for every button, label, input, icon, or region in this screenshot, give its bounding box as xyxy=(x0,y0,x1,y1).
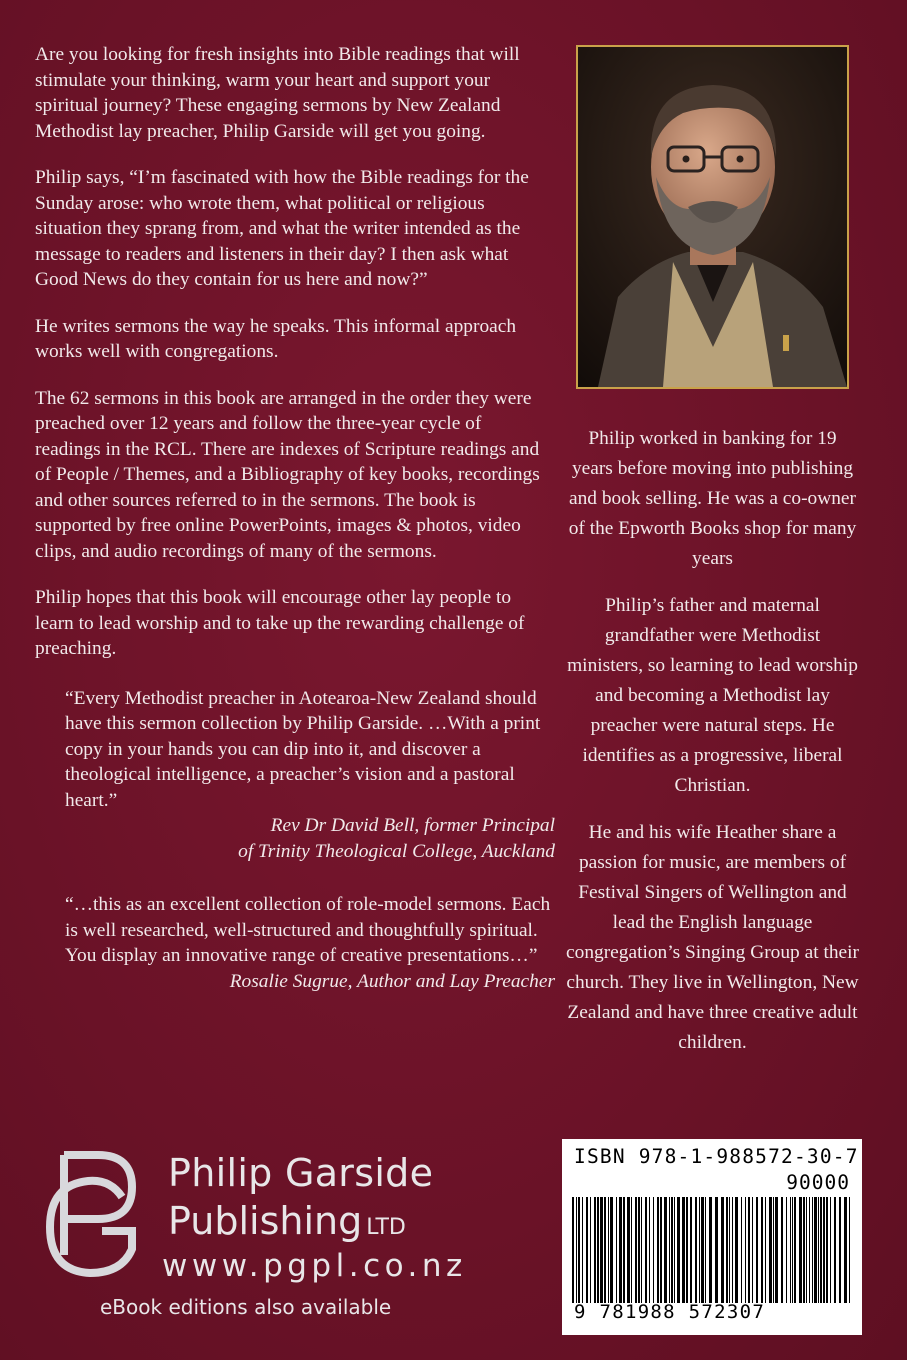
barcode-bar xyxy=(690,1197,692,1303)
pg-monogram-icon xyxy=(40,1145,160,1280)
barcode-bar xyxy=(695,1197,697,1303)
barcode-bar xyxy=(623,1197,625,1303)
barcode-bar xyxy=(823,1197,825,1303)
barcode-bar xyxy=(799,1197,802,1303)
author-photo xyxy=(576,45,849,389)
barcode-bar xyxy=(631,1197,632,1303)
barcode-bar xyxy=(756,1197,758,1303)
isbn-barcode xyxy=(562,1139,862,1335)
barcode-bar xyxy=(803,1197,805,1303)
barcode-bar xyxy=(715,1197,718,1303)
barcode-bar xyxy=(653,1197,654,1303)
barcode-bar xyxy=(830,1197,831,1303)
barcode-bar xyxy=(582,1197,583,1303)
publisher-logo xyxy=(40,1145,540,1345)
barcode-bar xyxy=(809,1197,810,1303)
barcode-bars xyxy=(570,1197,854,1303)
blurb-paragraph: Are you looking for fresh insights into Bible readings that will stimulate your thinking, warm your heart and support your spiritual journey? These engaging sermons by New Zealand Methodist lay preacher, Philip Garside will get you going. xyxy=(35,44,520,142)
barcode-bar xyxy=(641,1197,642,1303)
author-bio xyxy=(566,424,859,1075)
endorsement-quote xyxy=(65,892,555,994)
barcode-bar xyxy=(769,1197,772,1303)
price-code: 90000 xyxy=(786,1171,850,1194)
barcode-bar xyxy=(638,1197,640,1303)
barcode-bar xyxy=(645,1197,647,1303)
barcode-bar xyxy=(674,1197,675,1303)
blurb-paragraph: Philip says, “I’m fascinated with how the Bible readings for the Sunday arose: who wrote them, what political or religious situation they sprang from, and what the writer intended as the message to readers and listeners in their day? I then ask what Good News do they contain for us here and now?” xyxy=(35,167,529,290)
barcode-bar xyxy=(572,1197,574,1303)
barcode-bar xyxy=(701,1197,704,1303)
barcode-bar xyxy=(786,1197,787,1303)
author-portrait-image xyxy=(578,47,847,387)
barcode-bar xyxy=(635,1197,637,1303)
barcode-bar xyxy=(649,1197,650,1303)
barcode-bar xyxy=(839,1197,841,1303)
publisher-name: Philip Garside xyxy=(168,1151,434,1195)
barcode-bar xyxy=(806,1197,807,1303)
quote-attribution: of Trinity Theological College, Auckland xyxy=(238,840,555,862)
barcode-bar xyxy=(826,1197,828,1303)
blurb-paragraph: He writes sermons the way he speaks. This informal approach works well with congregations. xyxy=(35,315,517,362)
barcode-bar xyxy=(834,1197,836,1303)
bio-paragraph: Philip’s father and maternal grandfather were Methodist ministers, so learning to lead worship and becoming a Methodist lay preacher were natural steps. He identifies as a progressive, liberal Christian. xyxy=(567,595,858,796)
barcode-bar xyxy=(820,1197,822,1303)
quote-attribution: Rosalie Sugrue, Author and Lay Preacher xyxy=(229,970,555,992)
barcode-bar xyxy=(594,1197,596,1303)
blurb-paragraph: The 62 sermons in this book are arranged in the order they were preached over 12 years and follow the three-year cycle of readings in the RCL. There are indexes of Scripture readings and of People / Themes, and a Bibliography of key books, recordings and other sources referred to in the sermons. The book is supported by free online PowerPoints, images & photos, video clips, and audio recordings of many of the sermons. xyxy=(35,387,540,562)
barcode-bar xyxy=(671,1197,673,1303)
bio-paragraph: Philip worked in banking for 19 years before moving into publishing and book selling. He was a co-owner of the Epworth Books shop for many years xyxy=(568,428,857,569)
barcode-bar xyxy=(616,1197,617,1303)
barcode-bar xyxy=(709,1197,712,1303)
barcode-bar xyxy=(849,1197,850,1303)
barcode-bar xyxy=(752,1197,753,1303)
quote-attribution: Rev Dr David Bell, former Principal xyxy=(270,815,555,836)
bio-paragraph: He and his wife Heather share a passion for music, are members of Festival Singers of Wellington and lead the English language congregation’s Singing Group at their church. They live in Wellington, New Zealand and have three creative adult children. xyxy=(566,822,859,1053)
barcode-bar xyxy=(578,1197,580,1303)
barcode-bar xyxy=(657,1197,659,1303)
barcode-bar xyxy=(812,1197,813,1303)
barcode-bar xyxy=(844,1197,847,1303)
barcode-bar xyxy=(745,1197,746,1303)
barcode-bar xyxy=(619,1197,622,1303)
barcode-bar xyxy=(576,1197,577,1303)
barcode-bar xyxy=(775,1197,778,1303)
barcode-bar xyxy=(735,1197,738,1303)
blurb-paragraph: Philip hopes that this book will encourage other lay people to learn to lead worship and to take up the rewarding challenge of preaching. xyxy=(35,587,525,659)
barcode-bar xyxy=(792,1197,793,1303)
barcode-bar xyxy=(726,1197,728,1303)
barcode-bar xyxy=(686,1197,688,1303)
barcode-bar xyxy=(781,1197,783,1303)
publisher-publishing: Publishing xyxy=(168,1199,363,1243)
barcode-bar xyxy=(600,1197,603,1303)
barcode-bar xyxy=(721,1197,724,1303)
barcode-bar xyxy=(590,1197,591,1303)
barcode-bar xyxy=(699,1197,700,1303)
barcode-bar xyxy=(818,1197,819,1303)
barcode-bar xyxy=(604,1197,606,1303)
barcode-bar xyxy=(627,1197,630,1303)
barcode-bar xyxy=(794,1197,796,1303)
barcode-bar xyxy=(773,1197,774,1303)
barcode-digits: 9 781988 572307 xyxy=(574,1301,766,1323)
ebook-note: eBook editions also available xyxy=(100,1295,392,1319)
barcode-bar xyxy=(669,1197,670,1303)
publisher-url: www.pgpl.co.nz xyxy=(162,1248,467,1284)
publisher-ltd: LTD xyxy=(366,1215,406,1240)
barcode-bar xyxy=(705,1197,706,1303)
barcode-bar xyxy=(761,1197,763,1303)
barcode-bar xyxy=(677,1197,680,1303)
publisher-name-line2 xyxy=(168,1199,406,1243)
isbn-text: ISBN 978-1-988572-30-7 xyxy=(574,1145,859,1168)
barcode-bar xyxy=(664,1197,667,1303)
endorsement-quote xyxy=(65,686,555,865)
barcode-bar xyxy=(610,1197,613,1303)
barcode-bar xyxy=(608,1197,609,1303)
barcode-bar xyxy=(790,1197,791,1303)
barcode-bar xyxy=(597,1197,599,1303)
barcode-bar xyxy=(729,1197,730,1303)
barcode-bar xyxy=(682,1197,685,1303)
barcode-bar xyxy=(586,1197,588,1303)
quote-text: “…this as an excellent collection of role-model sermons. Each is well researched, well-structured and thoughtfully spiritual. You display an innovative range of creative presentations…” xyxy=(65,894,551,966)
barcode-bar xyxy=(741,1197,742,1303)
barcode-bar xyxy=(660,1197,662,1303)
barcode-bar xyxy=(748,1197,750,1303)
quote-text: “Every Methodist preacher in Aotearoa-New Zealand should have this sermon collection by Philip Garside. …With a print copy in your hands you can dip into it, and discover a theological intelligence, a preacher’s vision and a pastoral heart.” xyxy=(65,687,541,811)
barcode-bar xyxy=(765,1197,766,1303)
barcode-bar xyxy=(814,1197,817,1303)
blurb-column xyxy=(35,42,555,994)
barcode-bar xyxy=(732,1197,733,1303)
